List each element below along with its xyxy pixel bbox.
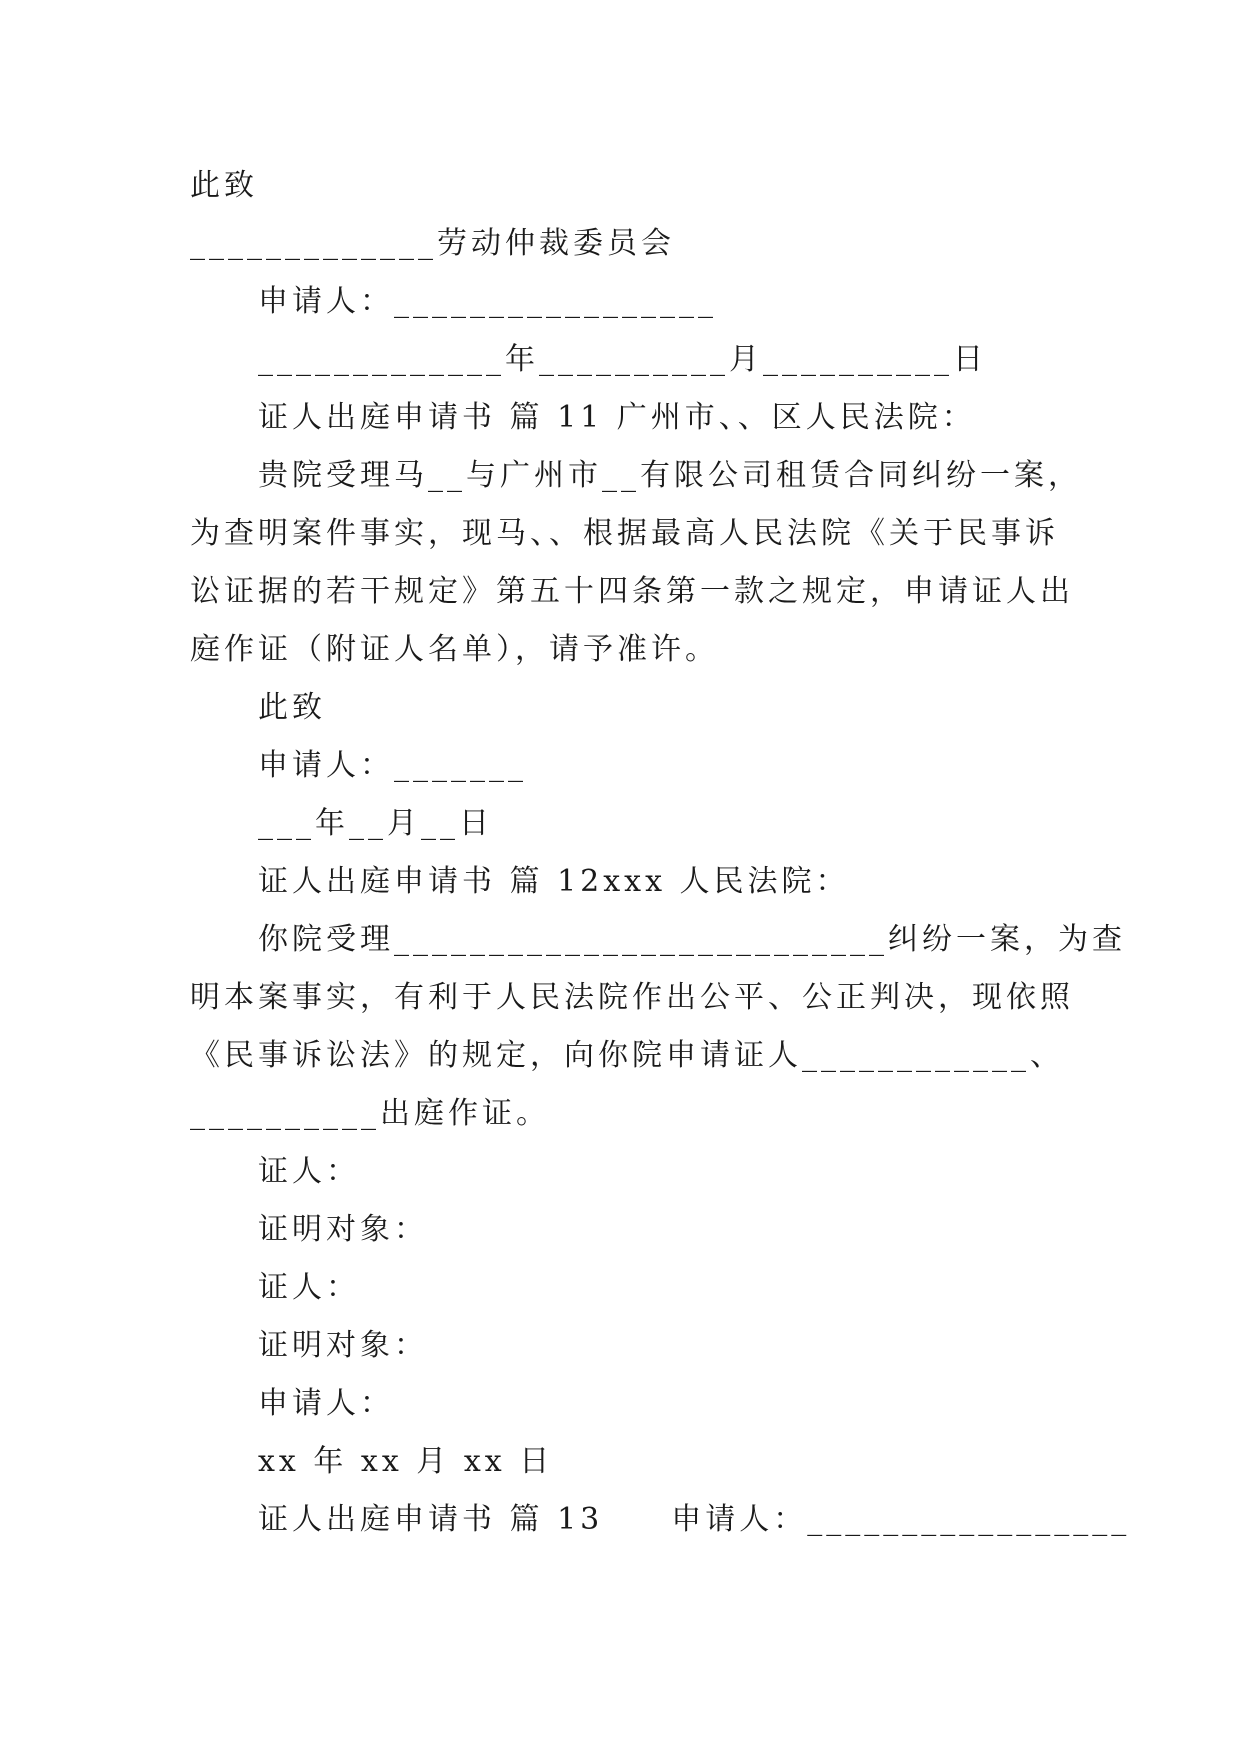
text-line: 你院受理__________________________纠纷一案，为查 xyxy=(258,922,1126,957)
text-line: 证人出庭申请书 篇 11 广州市、、区人民法院： xyxy=(258,400,976,435)
text-line: 证明对象： xyxy=(258,1212,428,1247)
text-line: 证明对象： xyxy=(258,1328,428,1363)
text-line: _____________年__________月__________日 xyxy=(258,342,987,377)
text-line: 此致 xyxy=(258,690,326,725)
text-line: ___年__月__日 xyxy=(258,806,493,841)
text-line: 申请人：_______ xyxy=(258,748,527,783)
text-line: 证人： xyxy=(258,1154,360,1189)
text-line: 《民事诉讼法》的规定，向你院申请证人____________、 xyxy=(190,1038,1064,1073)
text-line: 贵院受理马__与广州市__有限公司租赁合同纠纷一案， xyxy=(258,458,1082,493)
text-line: 证人： xyxy=(258,1270,360,1305)
text-line: 为查明案件事实，现马、、根据最高人民法院《关于民事诉 xyxy=(190,516,1059,551)
text-line: 明本案事实，有利于人民法院作出公平、公正判决，现依照 xyxy=(190,980,1074,1015)
text-line: 讼证据的若干规定》第五十四条第一款之规定，申请证人出 xyxy=(190,574,1074,609)
text-line: _____________劳动仲裁委员会 xyxy=(190,226,675,261)
text-line: __________出庭作证。 xyxy=(190,1096,550,1131)
text-line: 申请人：_________________ xyxy=(258,284,717,319)
text-line: 庭作证（附证人名单），请予准许。 xyxy=(190,632,719,667)
text-line: 此致 xyxy=(190,168,258,203)
text-line: xx 年 xx 月 xx 日 xyxy=(258,1444,554,1479)
text-line: 申请人： xyxy=(258,1386,394,1421)
text-line: 证人出庭申请书 篇 13 申请人：_________________ xyxy=(258,1502,1131,1537)
text-line: 证人出庭申请书 篇 12xxx 人民法院： xyxy=(258,864,850,899)
